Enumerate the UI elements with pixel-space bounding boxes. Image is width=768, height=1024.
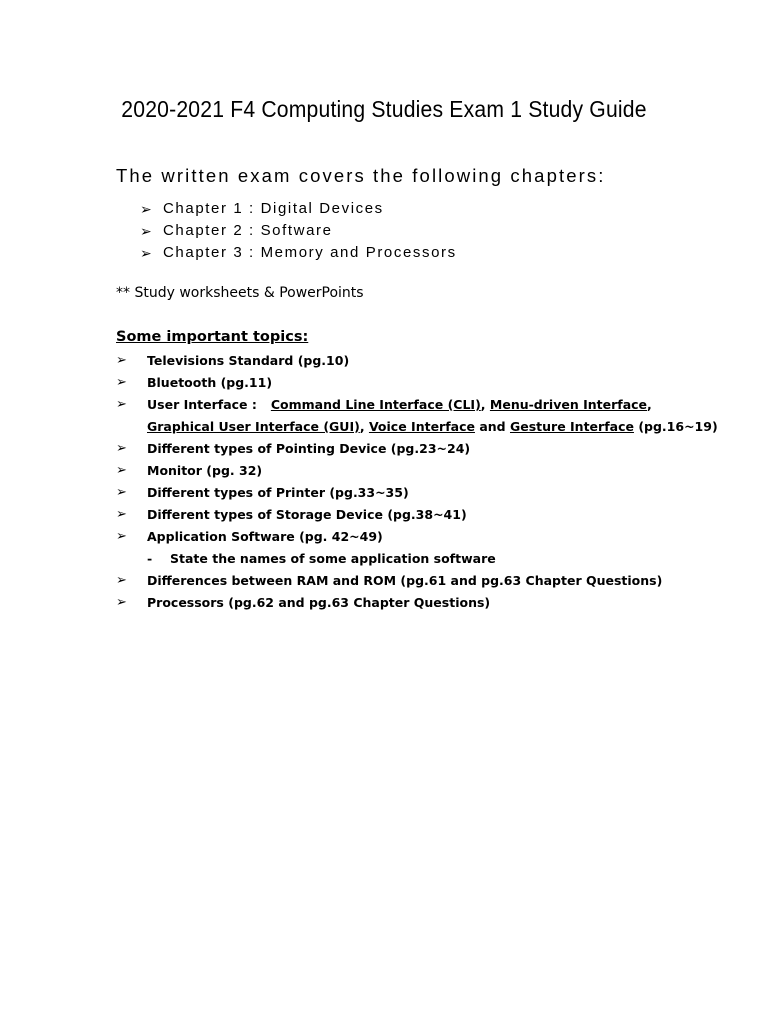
topic-list: [116, 350, 718, 614]
topic-label: Bluetooth (pg.11): [147, 375, 273, 390]
topic-link-menu: Menu-driven Interface: [489, 397, 648, 412]
topic-item: [116, 592, 718, 614]
topic-link-voice: Voice Interface: [368, 419, 475, 434]
topic-label: Different types of Pointing Device (pg.23~24): [147, 441, 471, 456]
topic-label: Application Software (pg. 42~49): [147, 529, 383, 544]
arrow-bullet-icon: ➢: [116, 485, 127, 500]
topic-label: Different types of Storage Device (pg.38~41): [147, 507, 467, 522]
topic-item: [116, 482, 718, 504]
topic-item: [116, 350, 718, 372]
topic-label: Processors (pg.62 and pg.63 Chapter Questions): [147, 595, 491, 610]
topic-item: [116, 504, 718, 526]
arrow-bullet-icon: ➢: [116, 463, 127, 478]
chapter-item: [140, 220, 457, 242]
arrow-bullet-icon: ➢: [116, 353, 127, 368]
topic-label: Monitor (pg. 32): [147, 463, 263, 478]
topic-link-cli: Command Line Interface (CLI): [270, 397, 481, 412]
topic-item: [116, 438, 718, 460]
topic-sub-label: State the names of some application software: [170, 551, 496, 566]
study-note: ** Study worksheets & PowerPoints: [116, 285, 364, 301]
arrow-bullet-icon: ➢: [140, 201, 152, 217]
document-title: 2020-2021 F4 Computing Studies Exam 1 Study Guide: [121, 96, 647, 122]
arrow-bullet-icon: ➢: [116, 397, 127, 412]
chapter-label: Chapter 1 : Digital Devices: [163, 200, 384, 217]
topic-link-gesture: Gesture Interface: [509, 419, 634, 434]
conjunction: and: [479, 419, 506, 434]
arrow-bullet-icon: ➢: [140, 245, 152, 261]
separator: ,: [480, 397, 486, 412]
topic-label: Televisions Standard (pg.10): [147, 353, 350, 368]
separator: ,: [647, 397, 652, 412]
arrow-bullet-icon: ➢: [116, 507, 127, 522]
topic-subitem: [116, 548, 718, 570]
chapter-item: [140, 198, 457, 220]
arrow-bullet-icon: ➢: [116, 441, 127, 456]
chapter-list: [140, 198, 457, 264]
topic-item: [116, 394, 718, 416]
chapter-label: Chapter 3 : Memory and Processors: [163, 244, 457, 261]
topic-item: [116, 460, 718, 482]
arrow-bullet-icon: ➢: [116, 375, 127, 390]
topic-pages: (pg.16~19): [638, 419, 718, 434]
dash-bullet: -: [147, 551, 153, 566]
topic-item-continuation: [116, 416, 718, 438]
topics-heading: Some important topics:: [116, 329, 309, 345]
arrow-bullet-icon: ➢: [140, 223, 152, 239]
arrow-bullet-icon: ➢: [116, 573, 127, 588]
intro-text: The written exam covers the following chapters:: [116, 165, 606, 186]
topic-label: Different types of Printer (pg.33~35): [147, 485, 409, 500]
topic-link-gui: Graphical User Interface (GUI): [147, 419, 360, 434]
topic-item: [116, 372, 718, 394]
topic-item: [116, 526, 718, 548]
topic-label: User Interface :: [147, 397, 257, 412]
separator: ,: [359, 419, 365, 434]
arrow-bullet-icon: ➢: [116, 595, 127, 610]
topic-label: Differences between RAM and ROM (pg.61 and pg.63 Chapter Questions): [147, 573, 663, 588]
chapter-item: [140, 242, 457, 264]
chapter-label: Chapter 2 : Software: [163, 222, 333, 239]
arrow-bullet-icon: ➢: [116, 529, 127, 544]
topic-item: [116, 570, 718, 592]
